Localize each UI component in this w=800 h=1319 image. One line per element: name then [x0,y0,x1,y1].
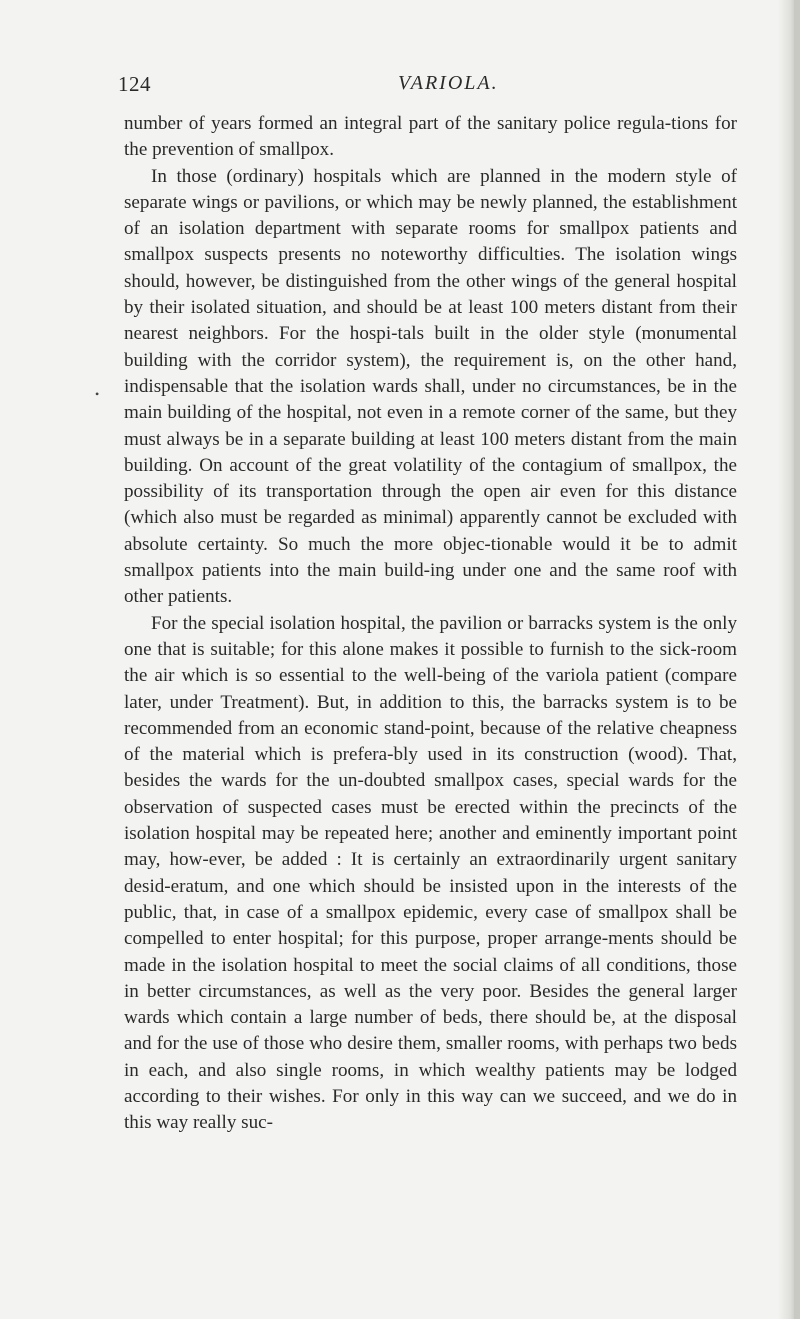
page-header [118,72,738,102]
paragraph: For the special isolation hospital, the pavilion or barracks system is the only one that is suitable; for this alone makes it possible to furnish to the sick-room the air which is so essential to the well-being of the variola patient (compare later, under Treatment). But, in addition to this, the barracks system is to be recommended from an economic stand-point, because of the relative cheapness of the material which is prefera-bly used in its construction (wood). That, besides the wards for the un-doubted smallpox cases, special wards for the observation of suspected cases must be erected within the precincts of the isolation hospital may be repeated here; another and eminently important point may, how-ever, be added : It is certainly an extraordinarily urgent sanitary desid-eratum, and one which should be insisted upon in the interests of the public, that, in case of a smallpox epidemic, every case of smallpox shall be compelled to enter hospital; for this purpose, proper arrange-ments should be made in the isolation hospital to meet the social claims of all conditions, those in better circumstances, as well as the very poor. Besides the general larger wards which contain a large number of beds, there should be, at the disposal and for the use of those who desire them, smaller rooms, with perhaps two beds in each, and also single rooms, in which wealthy patients may be lodged according to their wishes. For only in this way can we succeed, and we do in this way really suc- [124,612,737,1134]
running-title: VARIOLA. [398,72,499,94]
page-edge [794,0,800,1319]
body-text [124,111,737,1137]
page-number: 124 [118,72,151,96]
paragraph: In those (ordinary) hospitals which are planned in the modern style of separate wings or pavilions, or which may be newly planned, the establishment of an isolation department with separate rooms for smallpox patients and smallpox suspects presents no noteworthy difficulties. The isolation wings should, however, be distinguished from the other wings of the general hospital by their isolated situation, and should be at least 100 meters distant from their nearest neighbors. For the hospi-tals built in the older style (monumental building with the corridor system), the requirement is, on the other hand, indispensable that the isolation wards shall, under no circumstances, be in the main building of the hospital, not even in a remote corner of the same, but they must always be in a separate building at least 100 meters distant from the main building. On account of the great volatility of the contagium of smallpox, the possibility of its transportation through the open air even for this distance (which also must be regarded as minimal) apparently cannot be excluded with absolute certainty. So much the more objec-tionable would it be to admit smallpox patients into the main build-ing under one and the same roof with other patients. [124,165,737,608]
paragraph: number of years formed an integral part of the sanitary police regula-tions for the prevention of smallpox. [124,113,737,161]
margin-dot: • [95,387,100,401]
